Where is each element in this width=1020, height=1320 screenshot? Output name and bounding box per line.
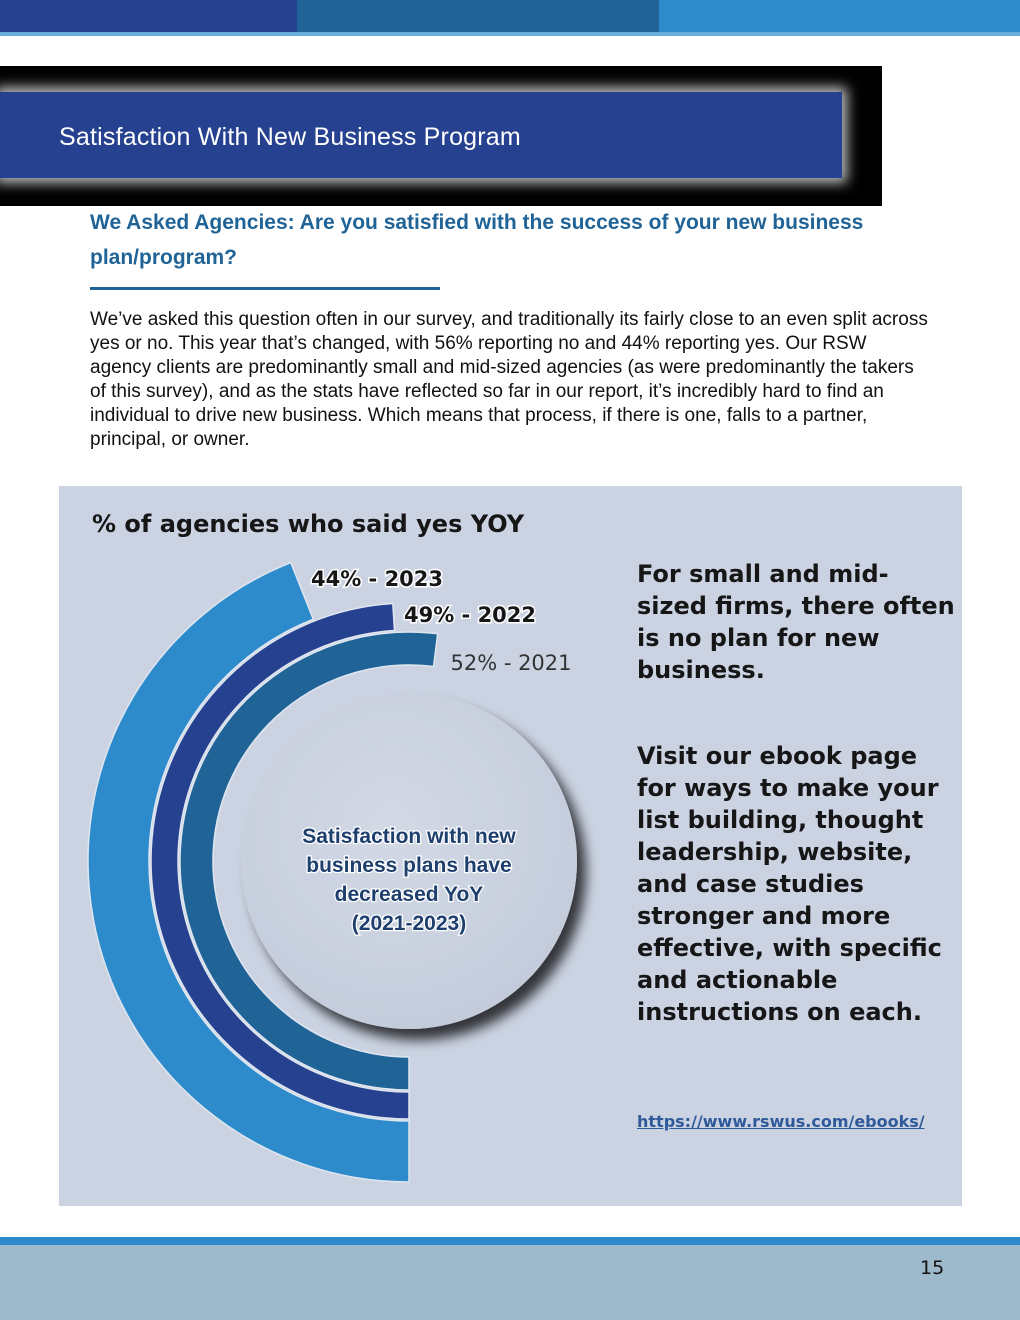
center-text-line: decreased YoY [334, 883, 484, 906]
center-text-line: (2021-2023) [351, 912, 467, 935]
side-note-small-firms: For small and mid-sized firms, there often is no plan for new business. [637, 560, 955, 684]
page-number: 15 [920, 1257, 945, 1279]
header-band-steel [297, 0, 659, 32]
footer-rule [0, 1237, 1020, 1245]
center-text-line: Satisfaction with new [302, 825, 516, 848]
chart-panel [59, 486, 962, 1206]
title-bar [0, 92, 842, 178]
header-band-sky [659, 0, 1020, 32]
footer-bar [0, 1245, 1020, 1320]
body-paragraph: We’ve asked this question often in our survey, and traditionally its fairly close to an even split across yes or no. This year that’s changed, with 56% reporting no and 44% reporting yes. Our RSW agency clients are predominantly small and mid-sized agencies (as were predominantly the takers of this survey), and as the stats have reflected so far in our report, it’s incredibly hard to find an individual to drive new business. Which means that process, if there is one, falls to a partner, principal, or owner. [90, 309, 928, 450]
header-rule [0, 32, 1020, 36]
label-2022: 49% - 2022 [403, 603, 537, 627]
label-2023: 44% - 2023 [310, 567, 444, 591]
header-band-navy [0, 0, 297, 32]
radial-chart [59, 486, 619, 1206]
page-title: Satisfaction With New Business Program [59, 123, 521, 151]
ebook-link[interactable]: https://www.rswus.com/ebooks/ [637, 1112, 925, 1131]
survey-question: We Asked Agencies: Are you satisfied with the success of your new business plan/program? [90, 211, 864, 269]
question-underline [90, 287, 440, 290]
center-text-line: business plans have [306, 854, 512, 877]
side-note-ebook: Visit our ebook page for ways to make your list building, thought leadership, website, and case studies stronger and more effective, with specific and actionable instructions on each. [637, 742, 942, 1026]
label-2021: 52% - 2021 [450, 651, 572, 675]
chart-title: % of agencies who said yes YOY [92, 510, 525, 538]
